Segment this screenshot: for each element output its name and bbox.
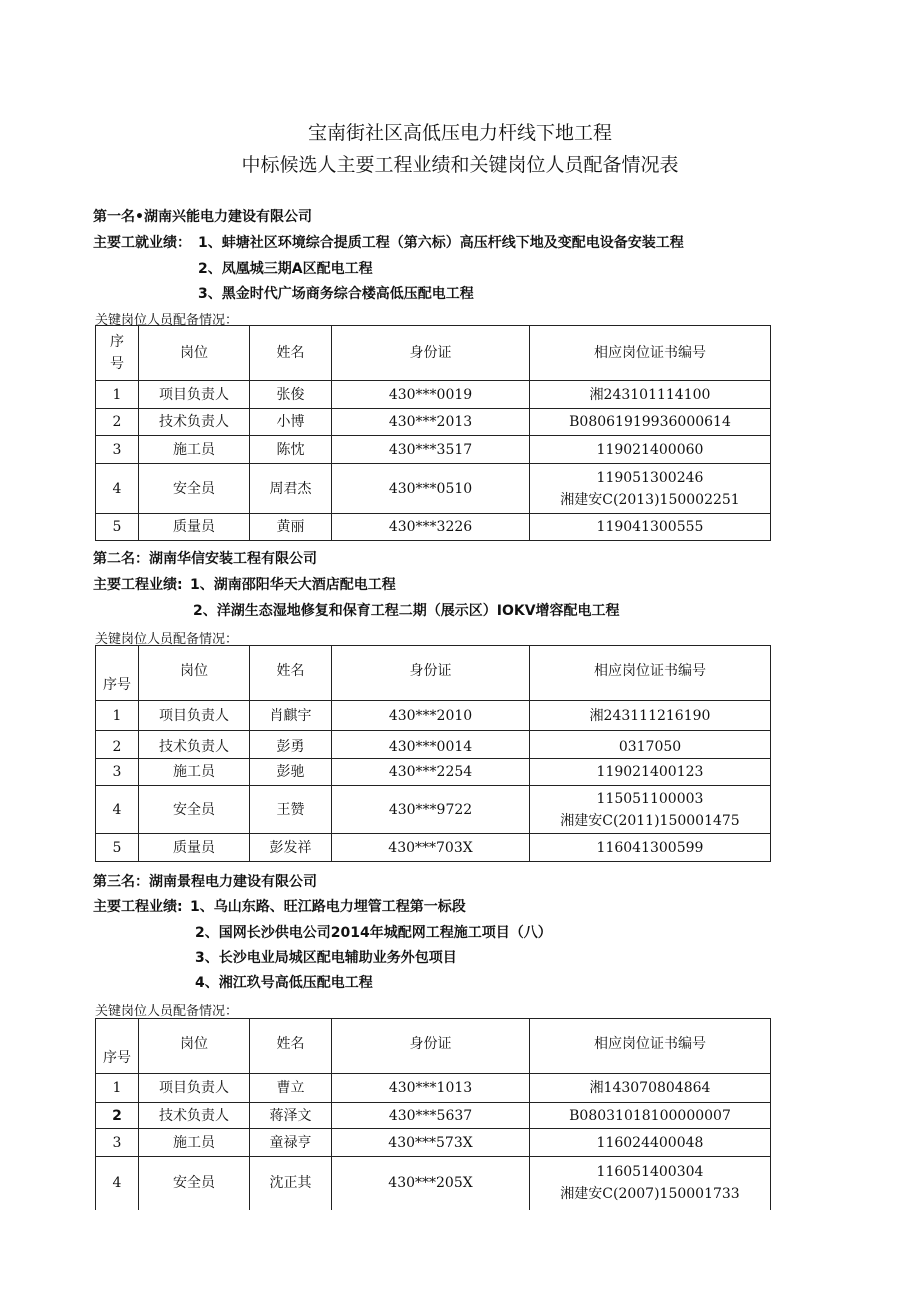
header-position: 岗位 [139, 646, 250, 701]
cell-position: 质量员 [139, 514, 250, 541]
cell-seq: 5 [96, 834, 139, 862]
rank-3-performance-label: 主要工程业绩: [93, 899, 183, 915]
table-row [96, 381, 771, 409]
table-row [96, 834, 771, 862]
table-row [96, 1103, 771, 1129]
header-position: 岗位 [139, 326, 250, 381]
cell-id: 430***2010 [332, 701, 530, 731]
header-seq-bottom: 号 [110, 356, 124, 372]
rank-2-performance-label: 主要工程业绩: [93, 577, 183, 593]
cell-position: 安全员 [139, 786, 250, 834]
rank-1-staff-table [95, 325, 771, 541]
cell-position: 施工员 [139, 1129, 250, 1157]
header-id: 身份证 [332, 646, 530, 701]
header-seq-top: 序 [110, 334, 124, 350]
cell-name: 周君杰 [250, 464, 332, 514]
cell-position: 安全员 [139, 1157, 250, 1210]
cell-position: 技术负责人 [139, 731, 250, 759]
cell-seq: 1 [96, 1074, 139, 1103]
cell-id: 430***3226 [332, 514, 530, 541]
cell-seq: 4 [96, 464, 139, 514]
cell-name: 彭勇 [250, 731, 332, 759]
cell-name: 张俊 [250, 381, 332, 409]
rank-1-performance-2: 2、凤凰城三期A区配电工程 [198, 261, 373, 277]
table-row [96, 464, 771, 514]
cert-line-2: 湘建安C(2013)150002251 [560, 491, 740, 508]
table-header-row [96, 326, 771, 381]
cell-id: 430***1013 [332, 1074, 530, 1103]
cell-seq: 5 [96, 514, 139, 541]
rank-3-staff-label: 关键岗位人员配备情况： [95, 1004, 239, 1019]
cell-id: 430***703X [332, 834, 530, 862]
cell-position: 项目负责人 [139, 381, 250, 409]
header-position: 岗位 [139, 1019, 250, 1074]
table-row [96, 1129, 771, 1157]
cell-seq: 3 [96, 759, 139, 786]
cell-id: 430***0510 [332, 464, 530, 514]
cell-position: 施工员 [139, 436, 250, 464]
table-row [96, 1074, 771, 1103]
cell-name: 童禄亨 [250, 1129, 332, 1157]
table-row [96, 514, 771, 541]
cell-name: 肖麒宇 [250, 701, 332, 731]
cell-id: 430***5637 [332, 1103, 530, 1129]
cell-name: 彭驰 [250, 759, 332, 786]
rank-2-staff-label: 关键岗位人员配备情况： [95, 632, 239, 647]
cell-seq: 4 [96, 1157, 139, 1210]
cell-position: 施工员 [139, 759, 250, 786]
rank-1-performance-3: 3、黑金时代广场商务综合楼高低压配电工程 [198, 286, 474, 302]
cert-line-1: 119051300246 [596, 469, 704, 486]
cell-cert: 119041300555 [530, 514, 771, 541]
header-cert: 相应岗位证书编号 [530, 326, 771, 381]
rank-3-staff-table [95, 1018, 771, 1210]
cell-position: 技术负责人 [139, 1103, 250, 1129]
cell-cert [530, 1157, 771, 1210]
cell-position: 项目负责人 [139, 701, 250, 731]
cell-id: 430***2254 [332, 759, 530, 786]
cell-seq: 4 [96, 786, 139, 834]
cell-seq: 3 [96, 1129, 139, 1157]
document-title-line1: 宝南街社区高低压电力杆线下地工程 [307, 122, 612, 144]
table-row [96, 731, 771, 759]
cell-cert: 119021400123 [530, 759, 771, 786]
cell-name: 黄丽 [250, 514, 332, 541]
header-seq [96, 326, 139, 381]
document-title-line2: 中标候选人主要工程业绩和关键岗位人员配备情况表 [241, 154, 679, 176]
rank-2-performance-1: 1、湖南邵阳华天大酒店配电工程 [190, 577, 396, 593]
header-name: 姓名 [250, 326, 332, 381]
rank-2-company: 第二名：湖南华信安装工程有限公司 [93, 551, 317, 567]
rank-1-company: 第一名•湖南兴能电力建设有限公司 [93, 209, 312, 225]
cell-name: 王赞 [250, 786, 332, 834]
rank-1-staff-label: 关键岗位人员配备情况： [95, 313, 239, 328]
rank-1-performance-1: 1、蚌塘社区环境综合提质工程（第六标）高压杆线下地及变配电设备安装工程 [198, 235, 684, 251]
cell-seq: 3 [96, 436, 139, 464]
cell-cert: 119021400060 [530, 436, 771, 464]
table-header-row [96, 646, 771, 701]
table-row [96, 701, 771, 731]
table-row [96, 436, 771, 464]
header-cert: 相应岗位证书编号 [530, 1019, 771, 1074]
cell-cert: B08061919936000614 [530, 409, 771, 436]
cell-name: 沈正其 [250, 1157, 332, 1210]
cell-position: 安全员 [139, 464, 250, 514]
cell-seq: 1 [96, 701, 139, 731]
rank-3-company: 第三名：湖南景程电力建设有限公司 [93, 874, 317, 890]
table-row [96, 409, 771, 436]
cell-id: 430***9722 [332, 786, 530, 834]
cell-seq: 1 [96, 381, 139, 409]
table-header-row [96, 1019, 771, 1074]
cell-seq: 2 [96, 1103, 139, 1129]
header-seq: 序号 [96, 1019, 139, 1074]
cell-name: 蒋泽文 [250, 1103, 332, 1129]
cell-id: 430***3517 [332, 436, 530, 464]
header-name: 姓名 [250, 646, 332, 701]
cell-id: 430***573X [332, 1129, 530, 1157]
rank-3-performance-4: 4、湘江玖号高低压配电工程 [195, 975, 373, 991]
rank-2-staff-table [95, 645, 771, 862]
cell-cert: 湘243111216190 [530, 701, 771, 731]
cell-cert: 116041300599 [530, 834, 771, 862]
table-row [96, 786, 771, 834]
cell-position: 质量员 [139, 834, 250, 862]
cell-seq: 2 [96, 409, 139, 436]
cert-line-2: 湘建安C(2007)150001733 [560, 1186, 740, 1203]
header-id: 身份证 [332, 1019, 530, 1074]
rank-3-performance-1: 1、乌山东路、旺江路电力埋管工程第一标段 [190, 899, 466, 915]
cell-seq: 2 [96, 731, 139, 759]
cell-id: 430***2013 [332, 409, 530, 436]
cell-name: 曹立 [250, 1074, 332, 1103]
cell-id: 430***0019 [332, 381, 530, 409]
rank-3-performance-2: 2、国网长沙供电公司2014年城配网工程施工项目（八） [195, 925, 552, 941]
cell-cert: B08031018100000007 [530, 1103, 771, 1129]
rank-2-performance-2: 2、洋湖生态湿地修复和保育工程二期（展示区）IOKV增容配电工程 [193, 603, 620, 619]
table-row [96, 1157, 771, 1210]
header-seq: 序号 [96, 646, 139, 701]
cell-cert: 湘143070804864 [530, 1074, 771, 1103]
header-id: 身份证 [332, 326, 530, 381]
cert-line-1: 115051100003 [596, 790, 704, 807]
cell-id: 430***0014 [332, 731, 530, 759]
header-name: 姓名 [250, 1019, 332, 1074]
cell-position: 技术负责人 [139, 409, 250, 436]
cert-line-1: 116051400304 [596, 1164, 704, 1181]
cell-name: 小博 [250, 409, 332, 436]
cert-line-2: 湘建安C(2011)150001475 [560, 812, 740, 829]
cell-cert: 116024400048 [530, 1129, 771, 1157]
cell-id: 430***205X [332, 1157, 530, 1210]
rank-3-performance-3: 3、长沙电业局城区配电辅助业务外包项目 [195, 950, 457, 966]
cell-cert [530, 786, 771, 834]
cell-name: 彭发祥 [250, 834, 332, 862]
cell-cert: 湘243101114100 [530, 381, 771, 409]
table-row [96, 759, 771, 786]
rank-1-performance-label: 主要工就业绩： [93, 235, 191, 251]
cell-cert [530, 464, 771, 514]
cell-position: 项目负责人 [139, 1074, 250, 1103]
cell-cert: 0317050 [530, 731, 771, 759]
header-cert: 相应岗位证书编号 [530, 646, 771, 701]
cell-name: 陈忱 [250, 436, 332, 464]
